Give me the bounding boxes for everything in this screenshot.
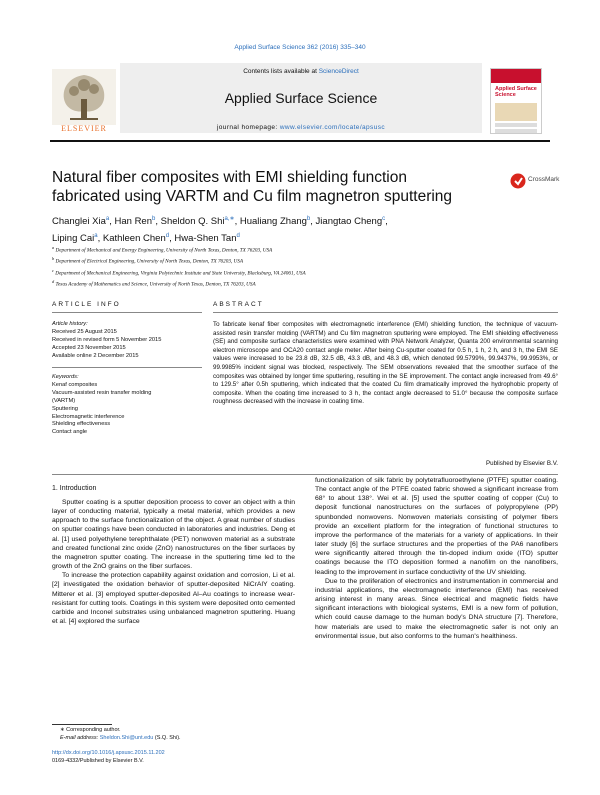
intro-left-column (52, 498, 295, 626)
crossmark-label: CrossMark (528, 176, 560, 183)
homepage-link[interactable]: www.elsevier.com/locate/apsusc (279, 124, 386, 131)
author-separator: , (310, 216, 316, 228)
author-affiliation-mark[interactable]: a (105, 216, 110, 222)
doi-block (52, 750, 352, 766)
author-name[interactable]: Kathleen Chen (102, 233, 166, 245)
article-info-rule (52, 312, 202, 313)
elsevier-tree-logo (52, 69, 116, 129)
article-info-heading: ARTICLE INFO (52, 301, 121, 308)
keywords-label: Keywords: (52, 374, 79, 380)
intro-paragraph-2: To increase the protection capability against oxidation and corrosion, Li et al. [2] investigated the oxidation behavior of sputter-deposited NiCrAlY coating. Mitterer et al. [3] employed sputter-deposited Al–Au coatings to increase wear-resistant for cutting tools. Coatings in this system were deposited onto cemented carbide and Inconel substrates using unbalanced magnetron sputtering. Huang et al. [4] explored the surface (52, 572, 295, 626)
affiliation-mark: b (52, 256, 55, 262)
abstract-publisher: Published by Elsevier B.V. (486, 460, 558, 467)
history-keywords-divider (52, 367, 202, 368)
history-item: Received in revised form 5 November 2015 (52, 336, 162, 343)
cover-title: Applied Surface Science (495, 86, 537, 98)
article-title: Natural fiber composites with EMI shielding function fabricated using VARTM and Cu film magnetron sputtering (52, 169, 453, 205)
affiliation-item (52, 255, 552, 266)
article-history (52, 321, 202, 361)
author-name[interactable]: Changlei Xia (52, 216, 106, 228)
affiliation-mark: d (52, 278, 55, 284)
author-name[interactable]: Han Ren (114, 216, 152, 228)
affiliation-mark: a (52, 245, 55, 250)
author-name[interactable]: Liping Cai (52, 233, 95, 245)
issn-line: 0169-4332/Published by Elsevier B.V. (52, 757, 144, 764)
author-name[interactable]: Hualiang Zhang (239, 216, 307, 228)
introduction-heading: 1. Introduction (52, 485, 97, 492)
affiliation-item (52, 244, 552, 255)
author-separator: , (234, 216, 240, 228)
email-line (60, 735, 300, 743)
sciencedirect-link[interactable]: ScienceDirect (318, 68, 359, 75)
author-name[interactable]: Sheldon Q. Shi (160, 216, 225, 228)
journal-homepage (120, 124, 482, 131)
affiliations (52, 244, 552, 289)
homepage-prefix: journal homepage: (216, 124, 280, 131)
abstract-text: To fabricate kenaf fiber composites with electromagnetic interference (EMI) shielding function, the technique of vacuum-assisted resin transfer molding (VARTM) and Cu film magnetron sputtering were employed. The EMI shielding effectiveness (SE) and composite surface characteristics were examined with PNA Network Analyzer, Quanta 200 environmental scanning electron microscope and OCA20 contact angle meter. After being Cu-sputter coated for 0.5 h, 1 h, 2 h, and 3 h, the EMI SE values were increased to be 23.8 dB, 32.5 dB, 43.3 dB, and 48.3 dB, which denoted 99.5799%, 99.9437%, 99.9953%, or 99.9985% incident signal was blocked, respectively. The SEM observations revealed that the smoother surface of the composites was obtained by longer time sputtering, resulting in the SE improvement. The contact angle increased from 49.6° to 129.5° after 0.5h sputtering, which indicated that the coated Cu film dramatically improved the hydrophobic property of composite. When the coating time increased to 3 h, the contact angle decreased to 51.0° because the composite surface roughness decreased with the increase in coating time. (213, 321, 558, 406)
affiliation-text: Department of Mechanical Engineering, Virginia Polytechnic Institute and State University, Blacksburg, VA 24061, USA (55, 270, 306, 277)
footnote-rule (52, 724, 112, 725)
doi-link[interactable]: http://dx.doi.org/10.1016/j.apsusc.2015.11.202 (52, 750, 165, 756)
footnote (60, 727, 300, 743)
affiliation-item (52, 278, 552, 289)
affiliation-text: Department of Electrical Engineering, University of North Texas, Denton, TX 76203, USA (55, 259, 244, 266)
email-label: E-mail address: (60, 734, 100, 741)
history-item: Received 25 August 2015 (52, 328, 117, 335)
journal-reference[interactable]: Applied Surface Science 362 (2016) 335–340 (234, 44, 366, 51)
crossmark-icon (510, 173, 526, 189)
contents-prefix: Contents lists available at (243, 68, 319, 75)
author-affiliation-mark[interactable]: a,∗ (224, 216, 235, 222)
author-affiliation-mark[interactable]: b (306, 216, 311, 222)
author-affiliation-mark[interactable]: d (236, 233, 240, 240)
author-affiliation-mark[interactable]: c (382, 216, 386, 222)
intro-paragraph-1: Sputter coating is a sputter deposition process to cover an object with a thin layer of conducting material, typically a metal material, which provides a new approach to the surface functionalization of the object. A great number of studies on sputter coatings have been conducted in laboratories and industries. Deng et al. [1] used polyethylene terephthalate (PET) nonwoven material as a substrate and created functional zinc oxide (ZnO) nanostructures on the fiber surfaces by the magnetron sputter coating. The increase in the sputtering time led to the growth of the ZnO grains on the fiber surfaces. (52, 499, 295, 571)
authors-line-1 (52, 212, 552, 229)
affiliation-text: Department of Mechanical and Energy Engineering, University of North Texas, Denton, TX 76203, USA (55, 247, 273, 254)
author-affiliation-mark[interactable]: a (94, 233, 98, 240)
keywords-block (52, 374, 202, 437)
intro-right-column (315, 476, 558, 641)
abstract-heading: ABSTRACT (213, 301, 264, 308)
corresponding-author: ∗ Corresponding author. (60, 727, 121, 733)
history-item: Accepted 23 November 2015 (52, 344, 126, 351)
history-list (52, 329, 202, 361)
author-name[interactable]: Hwa-Shen Tan (174, 233, 237, 245)
keyword-item: Sputtering (52, 405, 78, 412)
author-name[interactable]: Jiangtao Cheng (315, 216, 383, 228)
history-label: Article history: (52, 321, 88, 327)
elsevier-wordmark: ELSEVIER (61, 124, 107, 133)
author-separator: , (109, 216, 115, 228)
crossmark-badge[interactable] (510, 173, 560, 189)
intro-paragraph-4: Due to the proliferation of electronics and instrumentation in commercial and industrial applications, the electromagnetic interference (EMI) has received arising interest in many areas. Since electrical and magnetic fields have significant interactions with biological systems, EMI is a new form of pollution, which could cause damage to the human body's DNA structure [7]. Therefore, how materials are used to make the electromagnetic safer is not only an environmental issue, but also conforms to the human's healthiness. (315, 577, 558, 640)
author-affiliation-mark[interactable]: d (165, 233, 170, 240)
keyword-item: Electromagnetic interference (52, 413, 125, 420)
author-list (52, 212, 552, 246)
keyword-item: Shielding effectiveness (52, 421, 111, 428)
author-separator: , (97, 233, 103, 245)
affiliation-text: Texas Academy of Mathematics and Science, University of North Texas, Denton, TX 76203, USA (55, 281, 256, 288)
author-separator: , (169, 233, 175, 245)
keyword-item: Contact angle (52, 429, 88, 436)
keywords-list (52, 382, 202, 437)
author-separator: , (385, 216, 388, 228)
keyword-item: Vacuum-assisted resin transfer molding (52, 389, 152, 396)
affiliation-mark: c (52, 267, 54, 273)
email-link[interactable]: Sheldon.Shi@unt.edu (99, 734, 154, 741)
author-affiliation-mark[interactable]: b (152, 216, 156, 222)
history-item: Available online 2 December 2015 (52, 352, 139, 359)
keyword-item: (VARTM) (52, 397, 76, 404)
journal-cover-thumbnail (490, 68, 542, 134)
email-suffix: (S.Q. Shi). (153, 734, 181, 741)
abstract-rule (213, 312, 558, 313)
abstract-bottom-rule (52, 474, 558, 475)
affiliation-item (52, 267, 552, 278)
author-separator: , (155, 216, 161, 228)
journal-name: Applied Surface Science (224, 90, 378, 106)
keyword-item: Kenaf composites (52, 381, 98, 388)
intro-paragraph-3: functionalization of silk fabric by polytetrafluoroethylene (PTFE) sputter coating. The contact angle of the PTFE coated fabric showed a significant increase from 68° to about 138°. Wei et al. [5] used the sputter coating of copper (Cu) to deposit functional nanostructures on the surfaces of polypropylene (PP) spunbonded nonwovens. Nonwoven materials consisting of polymer fibers provide an excellent platform for the integration of functional structures to improve the performance of the materials for a variety of applications. In their later study [6] the surface structures and the properties of the PA6 nanofibers were significantly altered through the tin-doped indium oxide (ITO) sputter coatings because the ITO deposition formed a nanofilm on the nanofibers, leading to the improvement in surface conductivity of the UV shielding. (315, 477, 558, 576)
contents-line (120, 68, 482, 75)
header-rule (50, 140, 550, 142)
